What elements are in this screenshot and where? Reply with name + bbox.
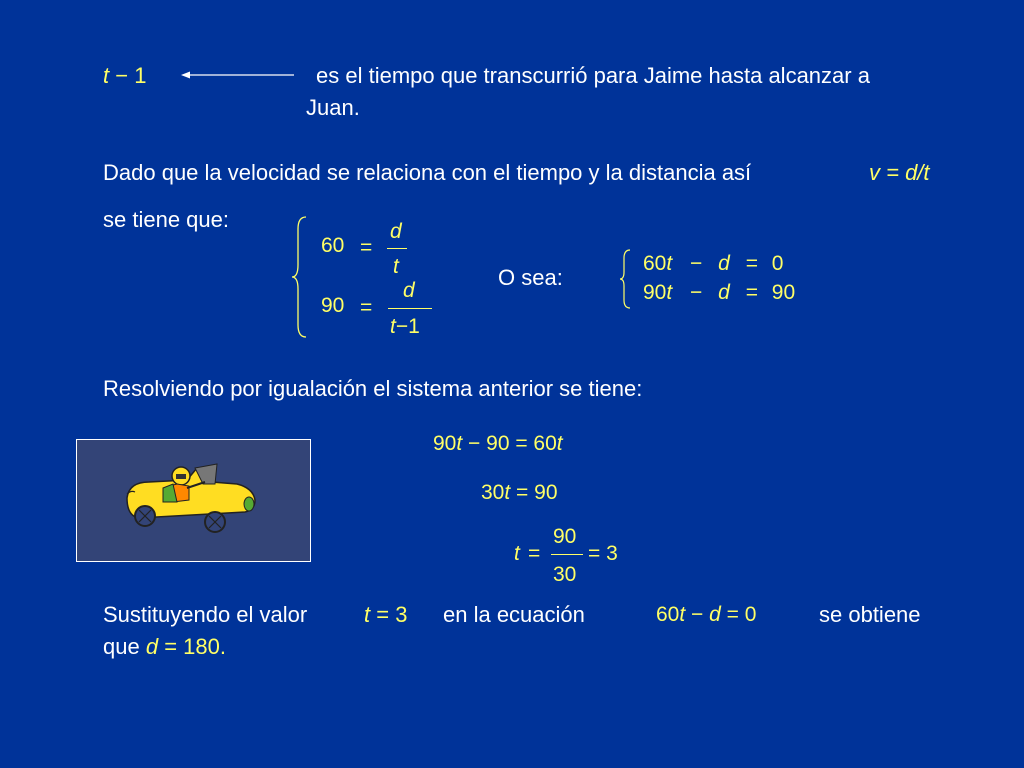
conclusion-line2 bbox=[103, 634, 226, 660]
velocity-text: Dado que la velocidad se relaciona con el tiempo y la distancia así bbox=[103, 160, 752, 185]
intro-text-line2: Juan. bbox=[306, 95, 360, 120]
velocity-follow: se tiene que: bbox=[103, 207, 229, 232]
sys1-eq1-den: t bbox=[393, 255, 399, 278]
sys2-eq1-minus: − bbox=[690, 252, 703, 275]
conclusion-eq-d: d bbox=[709, 603, 721, 626]
conclusion-eq-rest: = 0 bbox=[720, 603, 757, 626]
sys2-eq2-eq: = bbox=[745, 281, 758, 304]
step3-t: t bbox=[514, 542, 520, 565]
conclusion-value-var: t bbox=[364, 602, 371, 627]
step2-b: = 90 bbox=[510, 481, 558, 504]
step1-t2: t bbox=[556, 432, 563, 455]
sys2-eq2-rhs: 90 bbox=[771, 281, 796, 304]
conclusion-result-var: d bbox=[145, 634, 159, 659]
step2-equation bbox=[481, 481, 558, 505]
sys2-eq1 bbox=[643, 252, 783, 276]
intro-expression bbox=[103, 63, 146, 89]
left-brace-small-icon bbox=[618, 248, 634, 310]
step3-num: 90 bbox=[553, 525, 577, 548]
step1-a: 90 bbox=[433, 432, 457, 455]
left-brace-icon bbox=[290, 215, 310, 340]
sys2-eq2-var: t bbox=[666, 281, 673, 304]
sys1-eq2-num: d bbox=[403, 279, 415, 302]
left-arrow-icon bbox=[180, 66, 295, 84]
conclusion-part2: en la ecuación bbox=[443, 602, 585, 627]
conclusion-part1: Sustituyendo el valor bbox=[103, 602, 308, 627]
conclusion-result-rest: = 180. bbox=[158, 634, 226, 659]
sys2-eq1-var: t bbox=[666, 252, 673, 275]
o-sea-label: O sea: bbox=[498, 265, 563, 290]
sys1-eq1-eq: = bbox=[360, 236, 373, 259]
step3-eq1: = bbox=[528, 542, 541, 565]
sys1-eq1-num: d bbox=[390, 220, 402, 243]
car-illustration-icon bbox=[77, 440, 310, 561]
step3-eq2: = 3 bbox=[588, 542, 618, 565]
step1-t1: t bbox=[456, 432, 463, 455]
step2-a: 30 bbox=[481, 481, 505, 504]
car-picture bbox=[76, 439, 311, 562]
intro-text-line1: es el tiempo que transcurrió para Jaime hasta alcanzar a bbox=[316, 63, 870, 88]
sys2-eq1-rhs: 0 bbox=[771, 252, 784, 275]
sys2-eq2-coef: 90 bbox=[643, 281, 667, 304]
conclusion-value bbox=[364, 602, 407, 628]
sys1-eq1-lhs: 60 bbox=[321, 234, 345, 257]
sys2-eq2-minus: − bbox=[690, 281, 703, 304]
step3-fraction-bar bbox=[551, 554, 583, 555]
conclusion-value-rest: = 3 bbox=[370, 602, 408, 627]
sys1-eq1-fraction-bar bbox=[387, 248, 407, 249]
conclusion-eq-t: t bbox=[679, 603, 686, 626]
intro-expr-var: t bbox=[103, 63, 110, 88]
conclusion-equation bbox=[656, 603, 756, 627]
sys1-eq2-den-rest: −1 bbox=[395, 315, 420, 338]
step1-b: − 90 = 60 bbox=[462, 432, 557, 455]
sys2-eq2-d: d bbox=[718, 281, 730, 304]
sys2-eq2 bbox=[643, 281, 795, 305]
step3-den: 30 bbox=[553, 563, 577, 586]
conclusion-line2-text: que bbox=[103, 634, 140, 659]
velocity-formula: v = d/t bbox=[869, 160, 930, 185]
step1-equation bbox=[433, 432, 563, 456]
resolve-text: Resolviendo por igualación el sistema anterior se tiene: bbox=[103, 376, 643, 401]
sys1-eq2-fraction-bar bbox=[388, 308, 432, 309]
intro-expr-rest: − 1 bbox=[109, 63, 147, 88]
sys1-eq2-lhs: 90 bbox=[321, 294, 345, 317]
step2-t: t bbox=[504, 481, 511, 504]
conclusion-eq-minus: − bbox=[685, 603, 710, 626]
conclusion-eq-a: 60 bbox=[656, 603, 680, 626]
sys1-eq2-eq: = bbox=[360, 296, 373, 319]
sys2-eq1-coef: 60 bbox=[643, 252, 667, 275]
sys1-eq2-den-var: t bbox=[390, 315, 396, 338]
sys1-eq2-den bbox=[390, 315, 420, 339]
sys2-eq1-d: d bbox=[718, 252, 730, 275]
conclusion-part3: se obtiene bbox=[819, 602, 921, 627]
sys2-eq1-eq: = bbox=[745, 252, 758, 275]
